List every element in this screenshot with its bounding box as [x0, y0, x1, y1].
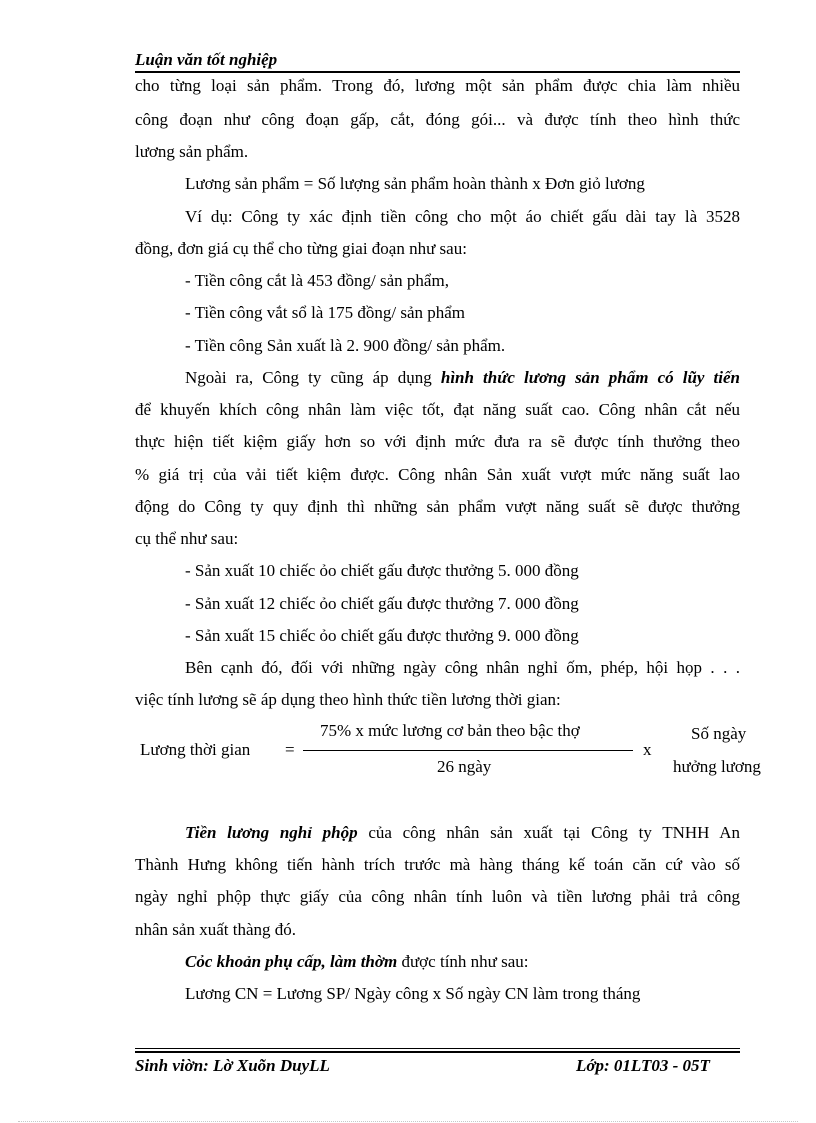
- list-item: - Sản xuất 12 chiếc ỏo chiết gấu được thưởng 7. 000 đồng: [185, 594, 579, 613]
- list-item: - Tiền công Sản xuất là 2. 900 đồng/ sản phẩm.: [185, 336, 506, 355]
- paragraph-line: để khuyến khích công nhân làm việc tốt, đạt năng suất cao. Công nhân cắt nếu: [135, 400, 740, 419]
- emphasis-term: Tiền lương nghỉ phộp: [185, 823, 358, 842]
- list-item: - Sản xuất 15 chiếc ỏo chiết gấu được thưởng 9. 000 đồng: [185, 626, 579, 645]
- paragraph-line: Thành Hưng không tiến hành trích trước mà hàng tháng kế toán căn cứ vào số: [135, 855, 740, 874]
- list-item: - Sản xuất 10 chiếc ỏo chiết gấu được thưởng 5. 000 đồng: [185, 561, 579, 580]
- page-edge: [18, 1121, 798, 1122]
- paragraph-line: việc tính lương sẽ áp dụng theo hình thức tiền lương thời gian:: [135, 690, 561, 709]
- paragraph-line: thực hiện tiết kiệm giấy hơn so với định mức đưa ra sẽ được tính thưởng theo: [135, 432, 740, 451]
- paragraph-line: % giá trị của vải tiết kiệm được. Công nhân Sản xuất vượt mức năng suất lao: [135, 465, 740, 484]
- paragraph-line: cụ thể như sau:: [135, 529, 239, 548]
- footer-class: Lớp: 01LT03 - 05T: [576, 1056, 710, 1075]
- header-rule: [135, 71, 740, 73]
- formula-label: Lương thời gian: [140, 740, 251, 759]
- formula-days-line1: Số ngày: [691, 724, 747, 743]
- fraction-bar: [303, 750, 633, 751]
- paragraph-line: [185, 952, 529, 972]
- paragraph-line: Bên cạnh đó, đối với những ngày công nhân nghỉ ốm, phép, hội họp . . .: [185, 658, 740, 677]
- paragraph-line: [185, 823, 740, 843]
- list-item: - Tiền công vắt sổ là 175 đồng/ sản phẩm: [185, 303, 466, 322]
- paragraph-line: Ví dụ: Công ty xác định tiền công cho một áo chiết gấu dài tay là 3528: [185, 207, 740, 226]
- paragraph-line: lương sản phẩm.: [135, 142, 249, 161]
- formula-denominator: 26 ngày: [437, 757, 492, 776]
- paragraph-text: Ngoài ra, Công ty cũng áp dụng: [185, 368, 441, 387]
- footer-rule: [135, 1051, 740, 1053]
- paragraph-line: [185, 368, 740, 388]
- paragraph-line: nhân sản xuất thàng đó.: [135, 920, 296, 939]
- formula-equals: =: [285, 740, 295, 759]
- paragraph-line: đồng, đơn giá cụ thể cho từng giai đoạn như sau:: [135, 239, 467, 258]
- paragraph-text: của công nhân sản xuất tại Công ty TNHH An: [357, 823, 740, 842]
- list-item: - Tiền công cắt là 453 đồng/ sản phẩm,: [185, 271, 449, 290]
- formula-times: x: [643, 740, 652, 759]
- running-header-title: Luận văn tốt nghiệp: [135, 50, 278, 69]
- paragraph-line: ngày nghỉ phộp thực giấy của công nhân tính luôn và tiền lương phải trả công: [135, 887, 740, 906]
- overtime-wage-formula: Lương CN = Lương SP/ Ngày công x Số ngày CN làm trong tháng: [185, 984, 641, 1003]
- paragraph-text: được tính như sau:: [397, 952, 529, 971]
- emphasis-term: Cỏc khoản phụ cấp, làm thờm: [185, 952, 398, 971]
- footer-author: Sinh viờn: Lờ Xuõn DuyLL: [135, 1056, 330, 1075]
- product-wage-formula: Lương sản phẩm = Số lượng sản phẩm hoàn thành x Đơn giỏ lương: [185, 174, 645, 193]
- paragraph-line: động do Công ty quy định thì những sản phẩm vượt năng suất sẽ được thưởng: [135, 497, 740, 516]
- formula-days-line2: hưởng lương: [673, 757, 761, 776]
- emphasis-term: hình thức lương sản phẩm có lũy tiến: [440, 368, 740, 387]
- paragraph-line: công đoạn như công đoạn gấp, cắt, đóng gói... và được tính theo hình thức: [135, 110, 740, 129]
- formula-numerator: 75% x mức lương cơ bản theo bậc thợ: [320, 721, 580, 740]
- footer-rule: [135, 1048, 740, 1049]
- paragraph-line: cho từng loại sản phẩm. Trong đó, lương một sản phẩm được chia làm nhiều: [135, 76, 740, 95]
